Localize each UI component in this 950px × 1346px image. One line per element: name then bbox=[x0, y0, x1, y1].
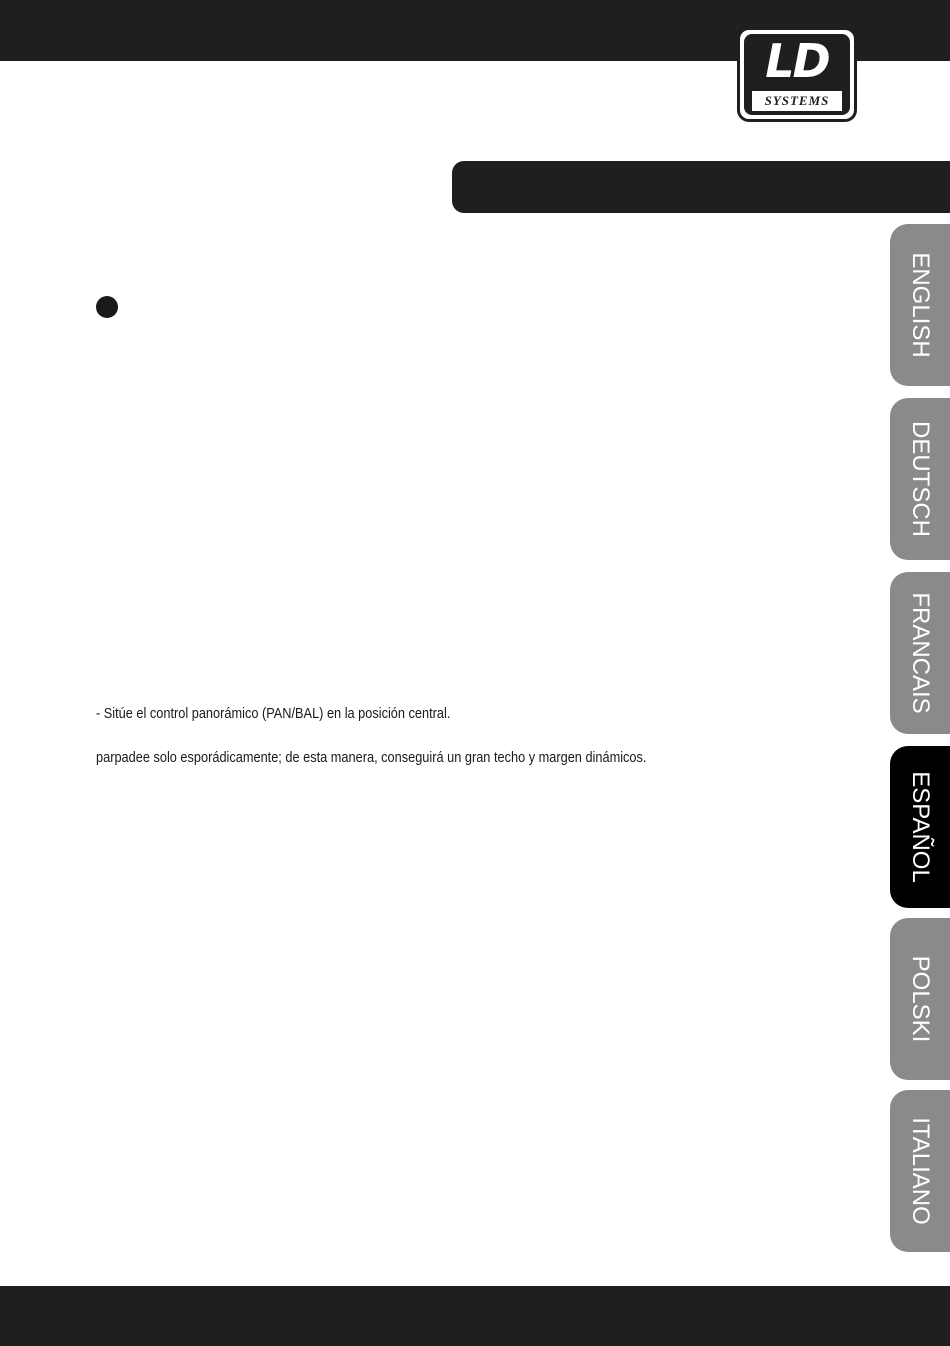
bullet-dot bbox=[96, 296, 118, 318]
tab-deutsch[interactable] bbox=[890, 398, 950, 560]
tab-espanol[interactable] bbox=[890, 746, 950, 908]
tab-polski-label: POLSKI bbox=[907, 955, 934, 1043]
logo-systems-text: SYSTEMS bbox=[752, 91, 842, 111]
ld-systems-logo bbox=[737, 27, 857, 122]
tab-francais[interactable] bbox=[890, 572, 950, 734]
tab-italiano[interactable] bbox=[890, 1090, 950, 1252]
tab-deutsch-label: DEUTSCH bbox=[907, 420, 934, 538]
section-title-bar bbox=[452, 161, 950, 213]
tab-polski[interactable] bbox=[890, 918, 950, 1080]
tab-english[interactable] bbox=[890, 224, 950, 386]
instruction-line-1: - Sitúe el control panorámico (PAN/BAL) en la posición central. bbox=[96, 706, 451, 722]
tab-espanol-label: ESPAÑOL bbox=[907, 771, 934, 883]
tab-english-label: ENGLISH bbox=[907, 252, 934, 358]
tab-francais-label: FRANCAIS bbox=[907, 592, 934, 714]
tab-italiano-label: ITALIANO bbox=[907, 1117, 934, 1225]
footer-bar bbox=[0, 1286, 950, 1346]
instruction-line-2: parpadee solo esporádicamente; de esta manera, conseguirá un gran techo y margen dinámicos. bbox=[96, 750, 647, 766]
logo-ld-text: LD bbox=[765, 34, 829, 88]
